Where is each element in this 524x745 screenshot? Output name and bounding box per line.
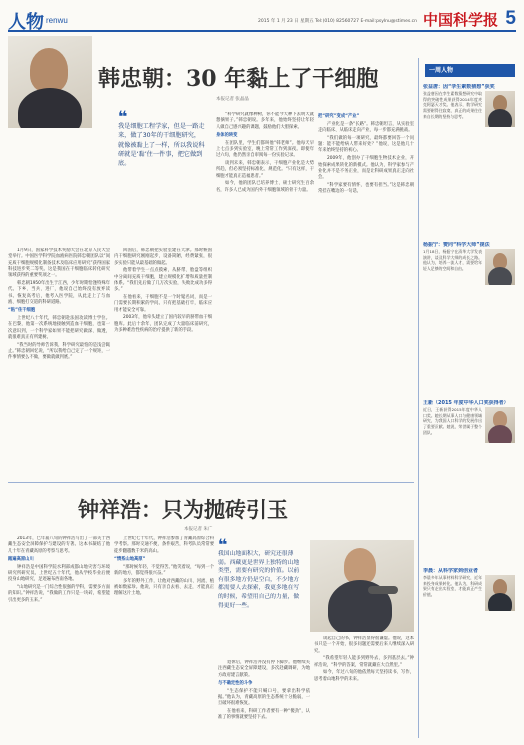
section-title: 人物 <box>8 12 44 33</box>
subheading: 踏遍高原山川 <box>8 556 34 562</box>
subheading: “情系山地高原” <box>114 556 146 562</box>
portrait-photo-han <box>8 36 92 128</box>
sidebar-card-text: 张益唐因在孪生素数猜想研究中取得的突破性成果获得2014年度麦克阿瑟天才奖。他表示，数学研究需要耐得住寂寞，真正的成果往往来自长期的坚持与思考。 <box>423 91 482 119</box>
paragraph: 如今，他的团队已培养博士、硕士研究生百余名，许多人已成为国内外干细胞领域的骨干力量。 <box>216 181 314 193</box>
article-zhong-column-3 <box>218 660 310 738</box>
quote-mark-icon: ❝ <box>118 107 128 126</box>
paragraph: 韩忠朝1950年出生于江西，少年时期恰逢特殊年代。下乡、当兵、进厂，他说自己始终没有放弃读书。恢复高考后，他考入医学院，从此走上了与血液、细胞打交道的科研道路。 <box>8 280 110 305</box>
paragraph: 产业化是一条“长路”。韩忠朝坦言，从实验室走向临床、从临床走向产业，每一步都充满挑战。 <box>318 121 414 134</box>
paragraph: “科学研究就像种树，你不能今天种下去明天就想摘果子。”韩忠朝说。多年来，他始终坚持让年轻人做自己感兴趣的课题，鼓励他们大胆探索。 <box>216 112 314 130</box>
article-han-column-4 <box>318 112 414 478</box>
article-zhong-column-2 <box>114 536 214 738</box>
sidebar-card-photo <box>485 407 515 443</box>
paragraph: 退休后，钟祥浩并没有停下脚步。他继续关注西藏生态安全屏障建设，多次赴藏调研，为地方政府建言献策。 <box>218 660 310 678</box>
sidebar-card-photo <box>485 249 515 285</box>
paragraph: “我希望年轻人能多到野外去，多到基层去。”钟祥浩说，“科学的答案，常常就藏在大自然里。” <box>314 656 414 668</box>
newspaper-brand: 中国科学报 <box>422 11 498 29</box>
subheading: “粘”住干细胞 <box>8 308 36 314</box>
section-pinyin: renwu <box>46 16 68 25</box>
sidebar-card <box>423 400 515 560</box>
masthead <box>8 8 516 32</box>
sidebar-title: 一周人物 <box>425 64 515 77</box>
paragraph: 在团队里，学生们都叫他“韩老师”。他每天早上七点多到实验室，晚上常常工作到深夜。即使年过六旬，他仍然亲自审阅每一份实验记录。 <box>216 140 314 159</box>
paragraph: “生态保护不能只喊口号，要拿出科学依据。”他认为，青藏高原的生态系统十分脆弱，一旦破坏很难恢复。 <box>218 688 310 707</box>
pull-quote-text: 我国山地面积大，研究还很薄弱。西藏更是世界上独特的山地类型，需要有研究的价值。以前有很多地方仍是空白，不少地方都需要人去探索，我更多地在写的时候，希望用自己的力量，做得更好一些。 <box>218 551 300 609</box>
paragraph: 上世纪七十年代，钟祥浩参加了青藏高原综合科学考察。那时交通不便，条件艰苦，科考队员常常要徒步翻越数千米的高山。 <box>114 536 214 554</box>
headline-han: 韩忠朝：30 年黏上了干细胞 <box>98 66 379 92</box>
sidebar-card-photo <box>485 575 515 611</box>
sidebar-card <box>423 568 515 733</box>
paragraph: 1月9日，国家科学技术奖励大会在北京人民大会堂举行。中国医学科学院血液病医院韩忠朝团队以“间充质干细胞规模化制备技术及临床应用研究”获得国家科技进步奖二等奖。这是我国在干细胞临床转化研究领域获得的重要奖项之一。 <box>8 248 110 279</box>
sidebar-card-name: 王新（2015 年度中华人口奖获得者） <box>423 400 509 406</box>
subheading: 与不确定性的斗争 <box>218 680 253 686</box>
paragraph: “那时候年轻，不觉得苦。”他笑着说，“每到一个新的地方，都觉得很兴奋。” <box>114 564 214 576</box>
paragraph: 上世纪八十年代，韩忠朝赴法国攻读博士学位。在巴黎，他第一次系统地接触到造血干细胞，也第一次意识到，一个科学家如果不能把研究做深、做透，就很难真正有所建树。 <box>8 315 110 340</box>
article-divider <box>8 482 414 483</box>
dateline: 2015 年 1 月 23 日 星期五 Tel:(010) 82560727 E-mail:psylnu@stimes.cn <box>258 19 417 24</box>
pull-quote-zhong <box>218 535 304 656</box>
paragraph: 2009年，他创办了干细胞生物技术企业，开始探索成果转化的新模式。他认为，科学家参与产业化并不是不务正业，而是让科研成果真正走向社会。 <box>318 156 414 181</box>
sidebar-card <box>423 242 515 392</box>
byline-han: 本报记者 张晶晶 <box>216 97 249 102</box>
sidebar-card-photo <box>485 91 515 127</box>
paragraph: 他带着学生一点点摸索，从脐带、胎盘等组织中分离间充质干细胞，建立规模化扩增和质量控制体系。“我们先后做了几万次实验，失败比成功多得多。” <box>114 268 212 293</box>
paragraph: “我当时的导师告诉我，科学研究最怕的是浅尝辄止。”韩忠朝回忆说，“所以我给自己定了一个规矩，一件事情要么不做，要做就做到底。” <box>8 342 110 361</box>
article-zhong-column-1 <box>8 536 110 738</box>
sidebar-card-text: 近日，王新获得2015年度中华人口奖。她长期从事人口与健康领域研究，为我国人口科学的发展作出了重要贡献。她说，荣誉属于整个团队。 <box>423 407 482 435</box>
paragraph: 2003年，他牵头建立了国内较早的脐带血干细胞库。此后十余年，团队完成了大量临床前研究，为多种难治性疾病的治疗提供了新的手段。 <box>114 315 212 334</box>
quote-mark-icon: ❝ <box>218 535 228 554</box>
paragraph: “山地研究是一门综合性很强的学科，需要多方面的知识。”钟祥浩说，“我做的工作只是一块砖，希望能引出更多的玉来。” <box>8 585 110 603</box>
paragraph: 钟祥浩是中国科学院水利部成都山地灾害与环境研究所研究员。上世纪五十年代，他从学校毕业后便投身山地研究，足迹遍布西南各地。 <box>8 564 110 583</box>
sidebar-card-text: 李晨多年从事材料科学研究，近年来投身成果转化。他认为，科研成果只有走出实验室，才能真正产生价值。 <box>423 575 482 598</box>
sidebar-card-name: 张益唐：因“孪生素数猜想”获奖 <box>423 84 495 90</box>
sidebar-card-name: 李晨：从科学家到创业者 <box>423 568 479 574</box>
paragraph: 多年的野外工作，让他对西藏的山川、河流、植被如数家珍。他说，只有亲自去看、去走，才能真正理解这片土地。 <box>114 578 214 597</box>
paragraph: 回国后，韩忠朝把实验室建在天津。那时候国内干细胞研究刚刚起步，设备简陋，经费紧张，很多实验只能从最基础的做起。 <box>114 248 212 266</box>
paragraph: 如今，年过八旬的他依然每天坚持读书、写作，思考着山地科学的未来。 <box>314 670 414 682</box>
headline-zhong: 钟祥浩：只为抛砖引玉 <box>78 497 288 522</box>
sidebar-weekly-people <box>418 58 517 738</box>
page-number: 5 <box>505 8 516 29</box>
sidebar-card-text: 1月18日，杨振宁在清华大学发表演讲，谈及科学大师的成长之路。他认为，培养一流人才，需要给年轻人足够的空间和自由。 <box>423 249 482 272</box>
paragraph: 在他看来，干细胞不是一个时髦名词，而是一门需要长期积累的学问。只有把基础打牢，临床应用才能安全可靠。 <box>114 295 212 313</box>
paragraph: “科学家要有情怀，也要有担当。”这是韩忠朝常挂在嘴边的一句话。 <box>318 182 414 195</box>
article-zhong-column-4 <box>314 636 414 738</box>
paragraph: 谈起自己的书，钟祥浩显得很谦虚。他说，这本书只是一个开始，很多问题还需要后来人继续深入研究。 <box>314 636 414 654</box>
paragraph: 谈到未来，韩忠朝表示，干细胞产业化是大势所趋，但必须坚持标准化、规范化。“只有这样，干细胞才能真正造福患者。” <box>216 161 314 179</box>
sidebar-card <box>423 84 515 234</box>
subheading: 把“研究”变成“产业” <box>318 114 360 119</box>
pull-quote-han <box>118 107 206 240</box>
subheading: 身体的转变 <box>216 132 238 138</box>
paragraph: “我们做的每一项研究，最终都要回答一个问题：能不能给病人带来好处？”他说，这是他几十年来始终坚持的初心。 <box>318 135 414 154</box>
paragraph: 2013年，已年届八旬的钟祥浩写出了一部关于西藏生态安全屏障保护与建设的专著。这本书凝结了他几十年在青藏高原的考察与思考。 <box>8 536 110 554</box>
article-han-column-3 <box>216 112 314 478</box>
article-han-column-1 <box>8 248 110 478</box>
sidebar-card-name: 杨振宁：赞同“科学大师”提法 <box>423 242 490 248</box>
portrait-photo-zhong <box>310 540 414 632</box>
pull-quote-text: 我是细胞工程学家，但是一路走来，做了30年的干细胞研究，就像被黏上了一样，所以我说科研就是‘黏’住一件事，把它做到底。 <box>118 123 205 168</box>
article-han-column-2 <box>114 248 212 478</box>
byline-zhong: 本报记者 朱广 <box>184 527 213 532</box>
paragraph: 在他看来，科研工作者要有一种“傻劲”，认准了的事情就要坚持下去。 <box>218 709 310 721</box>
